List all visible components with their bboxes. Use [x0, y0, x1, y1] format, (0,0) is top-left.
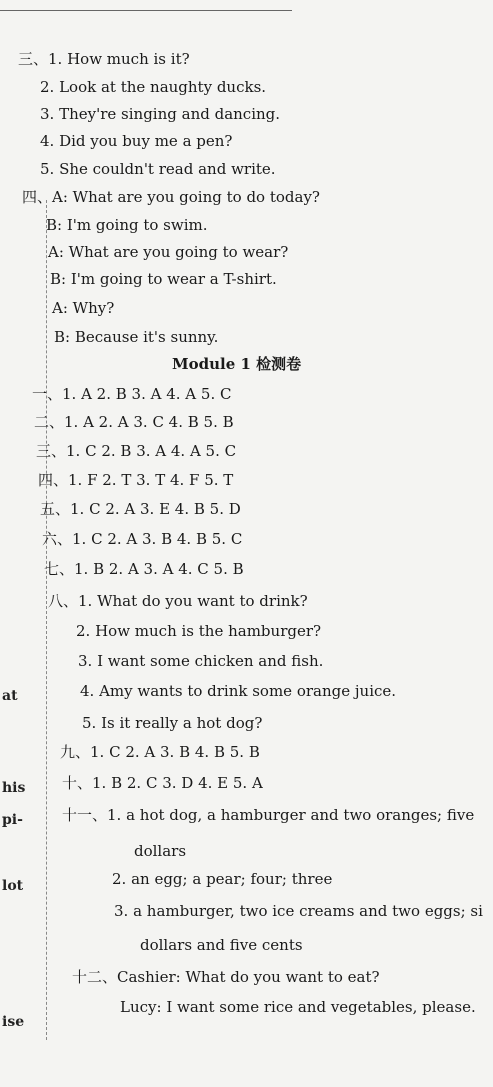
s11-line-1: 十一、1. a hot dog, a hamburger and two oranges; five: [62, 806, 475, 824]
answer-row-9: 九、1. C 2. A 3. B 4. B 5. B: [60, 743, 260, 761]
s12-line-1: 十二、Cashier: What do you want to eat?: [72, 968, 380, 986]
answer-row-1: 一、1. A 2. B 3. A 4. A 5. C: [32, 385, 232, 403]
s3-line-4: 4. Did you buy me a pen?: [40, 132, 233, 150]
answer-row-6: 六、1. C 2. A 3. B 4. B 5. C: [42, 530, 243, 548]
s8-line-1: 八、1. What do you want to drink?: [48, 592, 308, 610]
s3-line-1: 三、1. How much is it?: [18, 50, 190, 68]
s4-line-2: B: I'm going to swim.: [46, 216, 208, 234]
module-title: Module 1 检测卷: [172, 355, 302, 373]
s4-line-6: B: Because it's sunny.: [54, 328, 219, 346]
s3-line-2: 2. Look at the naughty ducks.: [40, 78, 267, 96]
margin-fragment: his: [2, 780, 26, 796]
s3-line-5: 5. She couldn't read and write.: [40, 160, 276, 178]
s8-line-5: 5. Is it really a hot dog?: [82, 714, 263, 732]
top-rule: [0, 10, 292, 11]
margin-fragment: at: [2, 688, 18, 704]
s8-line-2: 2. How much is the hamburger?: [76, 622, 322, 640]
s8-line-3: 3. I want some chicken and fish.: [78, 652, 324, 670]
s11-line-3: 3. a hamburger, two ice creams and two eggs; si: [114, 902, 483, 920]
s4-line-3: A: What are you going to wear?: [48, 243, 289, 261]
answer-row-5: 五、1. C 2. A 3. E 4. B 5. D: [40, 500, 241, 518]
answer-row-2: 二、1. A 2. A 3. C 4. B 5. B: [34, 413, 234, 431]
answer-row-4: 四、1. F 2. T 3. T 4. F 5. T: [38, 471, 234, 489]
answer-row-7: 七、1. B 2. A 3. A 4. C 5. B: [44, 560, 244, 578]
s11-line-3b: dollars and five cents: [140, 936, 303, 954]
s12-line-2: Lucy: I want some rice and vegetables, please.: [120, 998, 476, 1016]
s4-line-1: 四、A: What are you going to do today?: [22, 188, 320, 206]
s8-line-4: 4. Amy wants to drink some orange juice.: [80, 682, 397, 700]
margin-fragment: pi-: [2, 812, 23, 828]
column-divider: [46, 200, 47, 1040]
s4-line-4: B: I'm going to wear a T-shirt.: [50, 270, 277, 288]
margin-fragment: ise: [2, 1014, 25, 1030]
answer-row-10: 十、1. B 2. C 3. D 4. E 5. A: [62, 774, 263, 792]
s4-line-5: A: Why?: [52, 299, 115, 317]
s11-line-2: 2. an egg; a pear; four; three: [112, 870, 333, 888]
s11-line-1b: dollars: [134, 842, 187, 860]
answer-row-3: 三、1. C 2. B 3. A 4. A 5. C: [36, 442, 237, 460]
s3-line-3: 3. They're singing and dancing.: [40, 105, 281, 123]
margin-fragment: lot: [2, 878, 24, 894]
